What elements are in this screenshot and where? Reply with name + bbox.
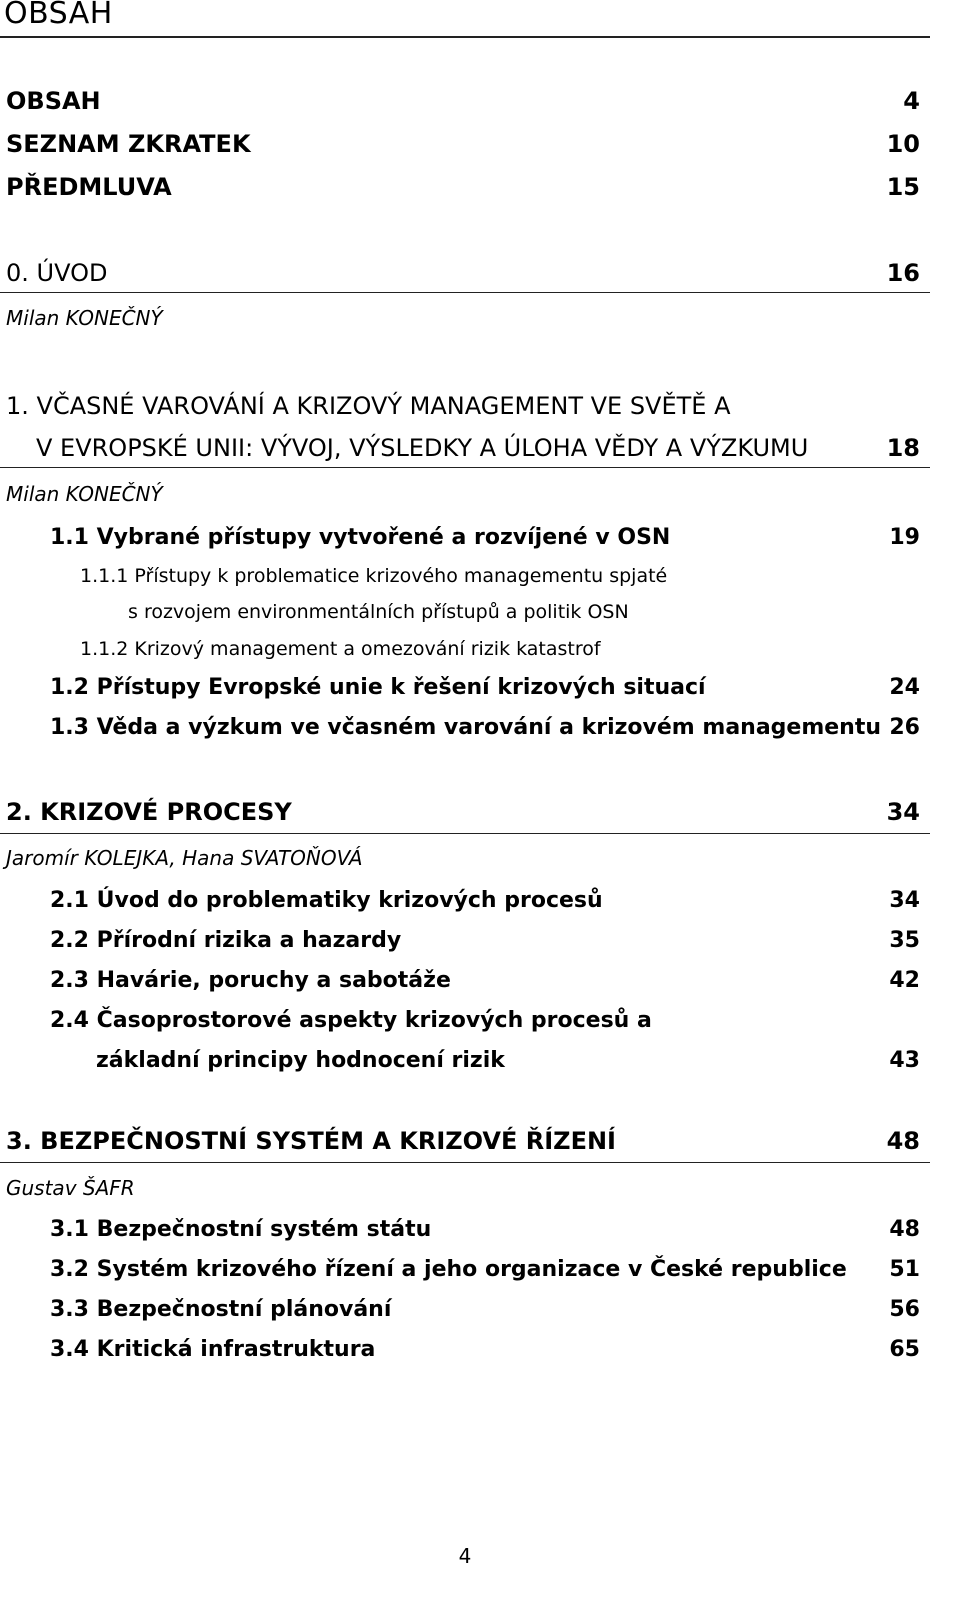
toc-entry-label: SEZNAM ZKRATEK [6,130,251,158]
toc-chapter-1[interactable] [0,391,960,421]
author-name: Jaromír KOLEJKA, Hana SVATOŇOVÁ [6,846,363,870]
toc-chapter-0[interactable] [0,258,960,288]
chapter-page: 34 [886,798,920,826]
author-name: Milan KONEČNÝ [6,482,163,506]
subsection-title: 1.1.2 Krizový management a omezování rizik katastrof [80,638,601,660]
subsection-title: 1.1.1 Přístupy k problematice krizového managementu spjaté [80,565,668,587]
toc-entry[interactable] [0,129,960,159]
page-number: 4 [458,1544,472,1568]
section-title: 2.2 Přírodní rizika a hazardy [50,927,402,953]
toc-section[interactable] [0,1005,960,1035]
chapter-title: 1. VČASNÉ VAROVÁNÍ A KRIZOVÝ MANAGEMENT VE SVĚTĚ A [6,392,731,420]
section-title: 1.1 Vybrané přístupy vytvořené a rozvíjené v OSN [50,524,671,550]
section-page: 43 [889,1047,920,1073]
chapter-author [0,303,960,333]
toc-section[interactable] [0,1214,960,1244]
toc-section[interactable] [0,1254,960,1284]
chapter-title: 3. BEZPEČNOSTNÍ SYSTÉM A KRIZOVÉ ŘÍZENÍ [6,1127,616,1155]
section-page: 24 [889,674,920,700]
toc-section[interactable] [0,925,960,955]
section-page: 56 [889,1296,920,1322]
section-title: 2.3 Havárie, poruchy a sabotáže [50,967,451,993]
section-title: 1.3 Věda a výzkum ve včasném varování a krizovém managementu [50,714,882,740]
section-title: 2.4 Časoprostorové aspekty krizových procesů a [50,1007,652,1033]
author-name: Gustav ŠAFR [6,1176,135,1200]
toc-section[interactable] [0,1294,960,1324]
chapter-page: 48 [886,1127,920,1155]
chapter-divider [0,467,930,468]
section-page: 65 [889,1336,920,1362]
chapter-author [0,843,960,873]
toc-subsection[interactable] [0,634,960,664]
toc-section[interactable] [0,965,960,995]
section-title: 3.2 Systém krizového řízení a jeho organizace v České republice [50,1256,847,1282]
toc-section[interactable] [0,522,960,552]
section-page: 48 [889,1216,920,1242]
chapter-author [0,479,960,509]
section-title: 1.2 Přístupy Evropské unie k řešení krizových situací [50,674,706,700]
chapter-title: 2. KRIZOVÉ PROCESY [6,798,292,826]
section-page: 35 [889,927,920,953]
chapter-divider [0,292,930,293]
chapter-title-cont: V EVROPSKÉ UNII: VÝVOJ, VÝSLEDKY A ÚLOHA VĚDY A VÝZKUMU [36,434,809,462]
section-page: 26 [889,714,920,740]
toc-section[interactable] [0,672,960,702]
header-divider [0,36,930,38]
section-page: 42 [889,967,920,993]
section-title-cont: základní principy hodnocení rizik [96,1047,505,1073]
toc-chapter-3[interactable] [0,1126,960,1156]
toc-section-cont[interactable] [0,1045,960,1075]
section-page: 34 [889,887,920,913]
toc-entry-label: PŘEDMLUVA [6,173,172,201]
toc-entry-page: 15 [886,173,920,201]
toc-subsection[interactable] [0,561,960,591]
section-title: 3.1 Bezpečnostní systém státu [50,1216,432,1242]
chapter-author [0,1173,960,1203]
chapter-page: 16 [886,259,920,287]
chapter-divider [0,1162,930,1163]
toc-section[interactable] [0,1334,960,1364]
toc-entry[interactable] [0,172,960,202]
section-title: 2.1 Úvod do problematiky krizových procesů [50,887,603,913]
chapter-divider [0,833,930,834]
chapter-title: 0. ÚVOD [6,259,108,287]
section-title: 3.4 Kritická infrastruktura [50,1336,376,1362]
subsection-title-cont: s rozvojem environmentálních přístupů a politik OSN [128,601,629,623]
section-page: 19 [889,524,920,550]
toc-entry-page: 4 [903,87,920,115]
section-page: 51 [889,1256,920,1282]
toc-subsection-cont[interactable] [0,597,960,627]
toc-section[interactable] [0,712,960,742]
page-title: OBSAH [4,0,113,31]
toc-entry-page: 10 [886,130,920,158]
toc-chapter-1-cont[interactable] [0,433,960,463]
toc-section[interactable] [0,885,960,915]
section-title: 3.3 Bezpečnostní plánování [50,1296,392,1322]
author-name: Milan KONEČNÝ [6,306,163,330]
toc-entry[interactable] [0,86,960,116]
toc-chapter-2[interactable] [0,797,960,827]
chapter-page: 18 [886,434,920,462]
toc-entry-label: OBSAH [6,87,101,115]
